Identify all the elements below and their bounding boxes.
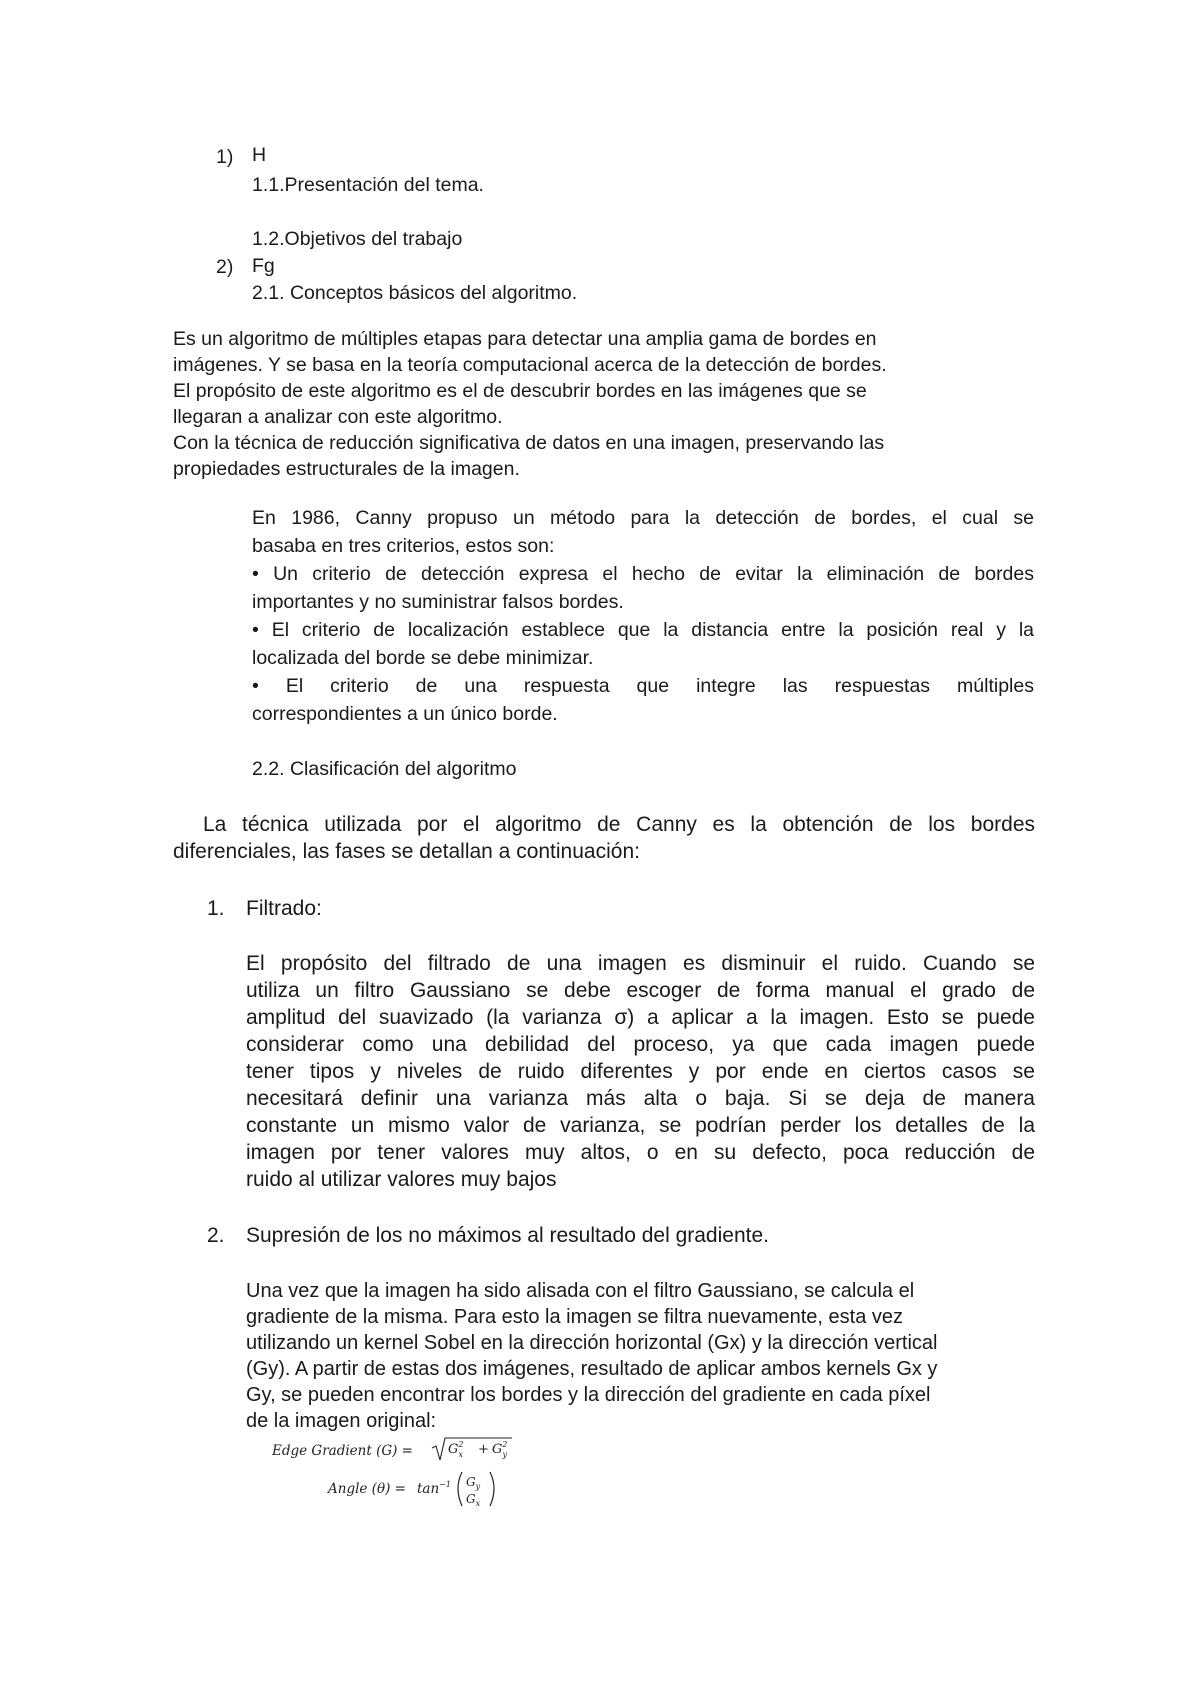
step-2-line: Una vez que la imagen ha sido alisada con el filtro Gaussiano, se calcula el xyxy=(246,1280,915,1302)
step-1-title: Filtrado: xyxy=(246,897,322,920)
intro-line: Es un algoritmo de múltiples etapas para detectar una amplia gama de bordes en xyxy=(173,328,877,350)
outline-sub-1-1: 1.1.Presentación del tema. xyxy=(252,174,484,196)
formula-gy-sq: 2 xyxy=(502,1440,508,1449)
canny-line: • Un criterio de detección expresa el hecho de evitar la eliminación de bordes xyxy=(252,563,1034,585)
formula-gx-term xyxy=(448,1440,463,1459)
step-1-line: utiliza un filtro Gaussiano se debe escoger de forma manual el grado de xyxy=(246,979,1035,1002)
outline-item-1: H xyxy=(252,144,267,166)
canny-line: basaba en tres criterios, estos son: xyxy=(252,535,555,557)
formula-den-sub: x xyxy=(475,1499,481,1508)
intro-line: Con la técnica de reducción significativa de datos en una imagen, preservando las xyxy=(173,432,885,454)
formula-angle-label: Angle (θ) = xyxy=(328,1481,406,1497)
step-1-line: considerar como una debilidad del proceso, ya que cada imagen puede xyxy=(246,1033,1035,1056)
outline-sub-1-2: 1.2.Objetivos del trabajo xyxy=(252,228,463,250)
formula-num-sub: y xyxy=(475,1482,481,1491)
canny-line: • El criterio de localización establece que la distancia entre la posición real y la xyxy=(252,619,1034,641)
step-1-line: El propósito del filtrado de una imagen es disminuir el ruido. Cuando se xyxy=(246,952,1035,975)
canny-line: • El criterio de una respuesta que integre las respuestas múltiples xyxy=(252,675,1034,697)
section-2-2-heading: 2.2. Clasificación del algoritmo xyxy=(252,758,517,780)
technique-line: diferenciales, las fases se detallan a continuación: xyxy=(173,840,640,863)
step-1-line: tener tipos y niveles de ruido diferentes y por ende en ciertos casos se xyxy=(246,1060,1035,1083)
step-2-line: gradiente de la misma. Para esto la imagen se filtra nuevamente, esta vez xyxy=(246,1306,904,1328)
formula-gy-sub: y xyxy=(502,1450,508,1459)
outline-number-2: 2) xyxy=(216,256,234,278)
canny-line: localizada del borde se debe minimizar. xyxy=(252,647,594,669)
formula-gy: G xyxy=(492,1442,503,1457)
intro-line: El propósito de este algoritmo es el de descubrir bordes en las imágenes que se xyxy=(173,380,867,402)
step-2-line: Gy, se pueden encontrar los bordes y la dirección del gradiente en cada píxel xyxy=(246,1384,931,1406)
formula-edge-label: Edge Gradient (G) = xyxy=(272,1443,413,1459)
step-2-body xyxy=(246,1278,937,1434)
formula-gy-term xyxy=(492,1440,507,1459)
outline-sub-2-1: 2.1. Conceptos básicos del algoritmo. xyxy=(252,282,578,304)
formula-fraction-num xyxy=(466,1475,481,1491)
intro-paragraph xyxy=(173,326,887,482)
technique-paragraph xyxy=(173,811,1035,865)
step-2-line: utilizando un kernel Sobel en la dirección horizontal (Gx) y la dirección vertical xyxy=(246,1332,938,1354)
left-paren-icon xyxy=(458,1472,462,1506)
formula-gx-sub: x xyxy=(458,1450,463,1459)
formula-fraction-den xyxy=(466,1492,481,1508)
step-2-line: de la imagen original: xyxy=(246,1410,437,1432)
step-2-line: (Gy). A partir de estas dos imágenes, resultado de aplicar ambos kernels Gx y xyxy=(246,1358,938,1380)
intro-line: llegaran a analizar con este algoritmo. xyxy=(173,406,503,428)
formula-tan xyxy=(417,1480,451,1497)
intro-line: imágenes. Y se basa en la teoría computacional acerca de la detección de bordes. xyxy=(173,354,887,376)
formula-graphic xyxy=(272,1436,532,1516)
step-2-number: 2. xyxy=(207,1224,225,1247)
step-1-line: imagen por tener valores muy altos, o en su defecto, poca reducción de xyxy=(246,1141,1035,1164)
formula-num-g: G xyxy=(466,1475,476,1489)
step-1-line: constante un mismo valor de varianza, se podrían perder los detalles de la xyxy=(246,1114,1035,1137)
canny-line: En 1986, Canny propuso un método para la detección de bordes, el cual se xyxy=(252,507,1034,529)
formula-gx-sq: 2 xyxy=(458,1440,464,1449)
step-1-line: necesitará definir una varianza más alta o baja. Si se deja de manera xyxy=(246,1087,1035,1110)
step-1-number: 1. xyxy=(207,897,225,920)
formula-den-g: G xyxy=(466,1492,476,1506)
formula-tan-exp: −1 xyxy=(439,1480,451,1489)
step-1-line: amplitud del suavizado (la varianza σ) a aplicar a la imagen. Esto se puede xyxy=(246,1006,1035,1029)
canny-criteria-paragraph xyxy=(252,504,1034,728)
step-2-title: Supresión de los no máximos al resultado del gradiente. xyxy=(246,1224,769,1247)
step-1-body xyxy=(246,950,1035,1193)
technique-line: La técnica utilizada por el algoritmo de Canny es la obtención de los bordes xyxy=(203,813,1035,836)
formula-plus: + xyxy=(478,1442,489,1457)
canny-line: correspondientes a un único borde. xyxy=(252,703,558,725)
outline-item-2: Fg xyxy=(252,255,275,277)
right-paren-icon xyxy=(490,1472,494,1506)
formula-tan-word: tan xyxy=(417,1481,440,1497)
step-1-line: ruido al utilizar valores muy bajos xyxy=(246,1168,557,1191)
outline-number-1: 1) xyxy=(216,146,234,168)
formula-gx: G xyxy=(448,1442,459,1457)
gradient-formula xyxy=(272,1436,532,1516)
canny-line: importantes y no suministrar falsos bordes. xyxy=(252,591,624,613)
intro-line: propiedades estructurales de la imagen. xyxy=(173,458,520,480)
